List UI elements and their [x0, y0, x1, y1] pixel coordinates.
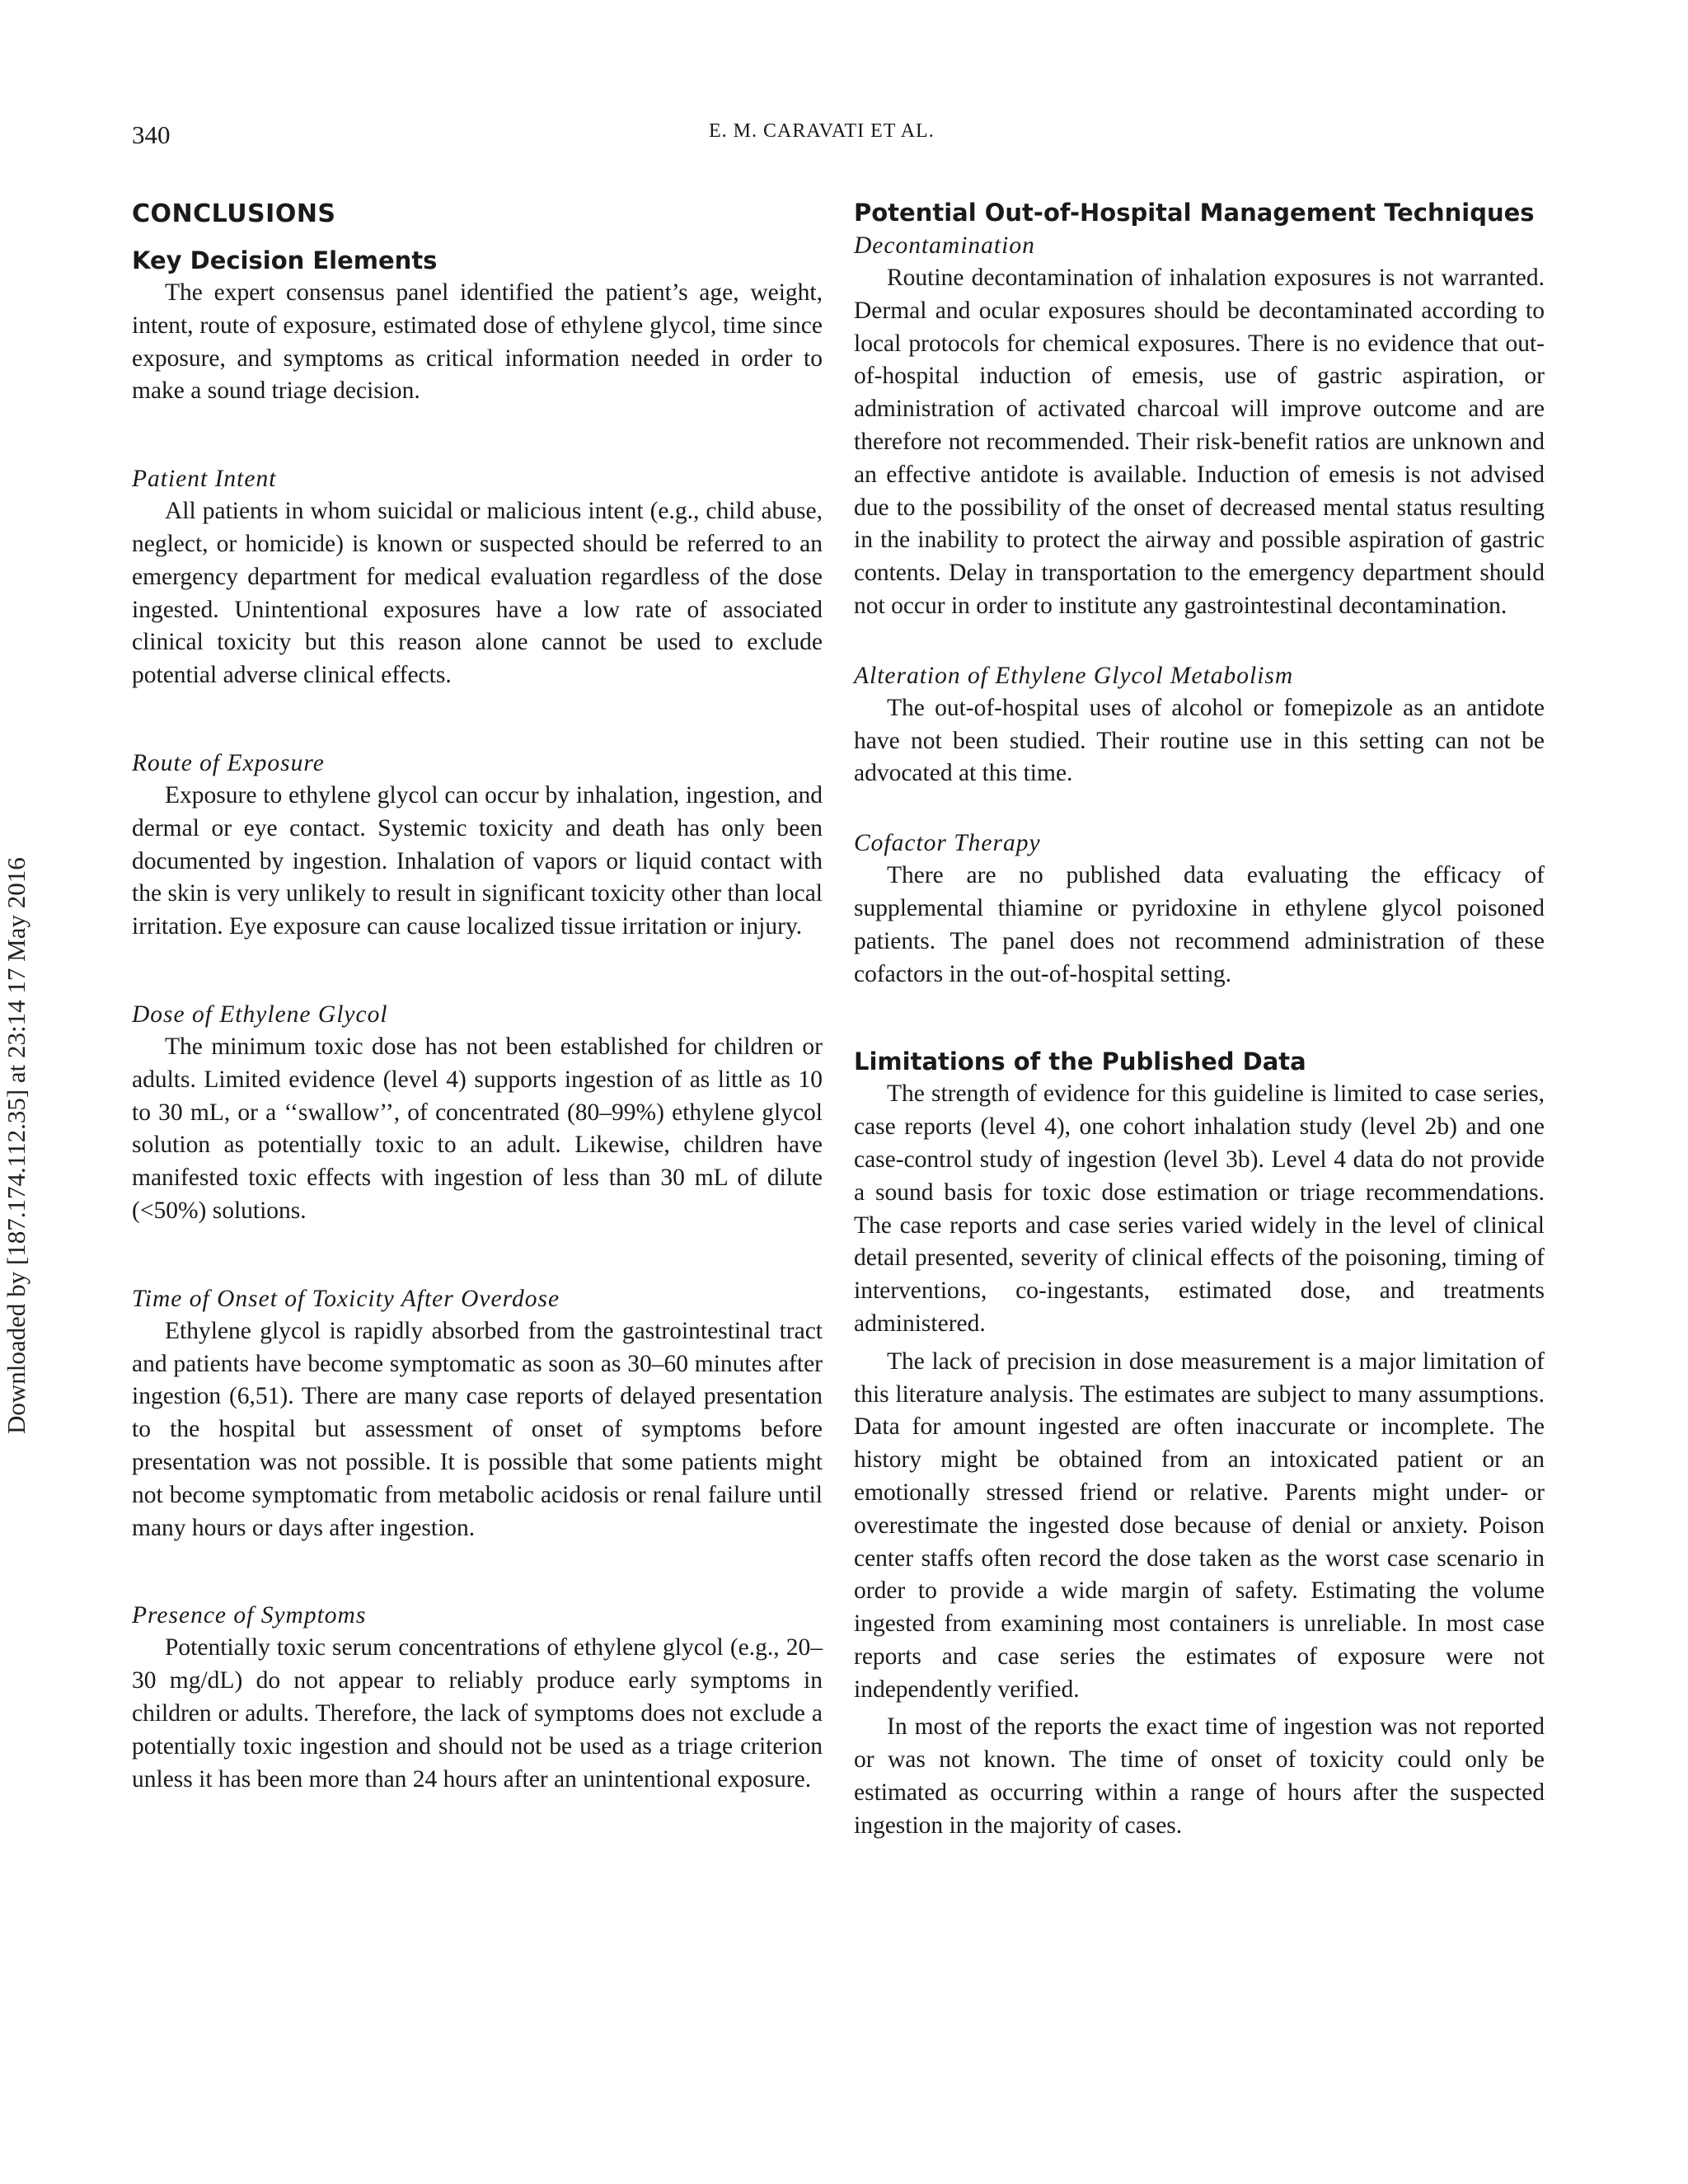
download-note: Downloaded by [187.174.112.35] at 23:14 17 May 2016: [2, 857, 30, 1434]
conclusions-heading: CONCLUSIONS: [132, 199, 336, 228]
cofactor-heading: Cofactor Therapy: [854, 830, 1041, 857]
running-head: E. M. CARAVATI ET AL.: [709, 120, 935, 142]
key-decision-heading: Key Decision Elements: [132, 246, 438, 274]
patient-intent-paragraph: All patients in whom suicidal or malicious intent (e.g., child abuse, neglect, or homicide) is known or suspected should be referred to an emergency department for medical evaluation regardless of the dose ingested. Unintentional exposures have a low rate of associated clinical toxicity but this reason alone cannot be used to exclude potential adverse clinical effects.: [132, 498, 823, 689]
alteration-paragraph: The out-of-hospital uses of alcohol or fomepizole as an antidote have not been studied. Their routine use in this setting can not be advocated at this time.: [854, 694, 1545, 787]
decontamination-paragraph: Routine decontamination of inhalation exposures is not warranted. Dermal and ocular exposures should be decontaminated according to local protocols for chemical exposures. There is no evidence that out-of-hospital induction of emesis, use of gastric aspiration, or administration of activated charcoal will improve outcome and are therefore not recommended. Their risk-benefit ratios are unknown and an effective antidote is available. Induction of emesis is not advised due to the possibility of the onset of decreased mental status resulting in the inability to protect the airway and possible aspiration of gastric contents. Delay in transportation to the emergency department should not occur in order to institute any gastrointestinal decontamination.: [854, 265, 1545, 619]
onset-paragraph: Ethylene glycol is rapidly absorbed from the gastrointestinal tract and patients have become symptomatic as soon as 30–60 minutes after ingestion (6,51). There are many case reports of delayed presentation to the hospital but assessment of onset of symptoms before presentation was not possible. It is possible that some patients might not become symptomatic from metabolic acidosis or renal failure until many hours or days after ingestion.: [132, 1317, 823, 1541]
patient-intent-heading: Patient Intent: [132, 466, 277, 493]
decontamination-heading: Decontamination: [854, 232, 1035, 259]
onset-heading: Time of Onset of Toxicity After Overdose: [132, 1285, 560, 1312]
limitations-paragraph-3: In most of the reports the exact time of ingestion was not reported or was not known. The time of onset of toxicity could only be estimated as occurring within a range of hours after the suspected ingestion in the majority of cases.: [854, 1713, 1545, 1839]
symptoms-paragraph: Potentially toxic serum concentrations of ethylene glycol (e.g., 20–30 mg/dL) do not appear to reliably produce early symptoms in children or adults. Therefore, the lack of symptoms does not exclude a potentially toxic ingestion and should not be used as a triage criterion unless it has been more than 24 hours after an unintentional exposure.: [132, 1634, 823, 1793]
cofactor-paragraph: There are no published data evaluating the efficacy of supplemental thiamine or pyridoxine in ethylene glycol poisoned patients. The panel does not recommend administration of these cofactors in the out-of-hospital setting.: [854, 862, 1545, 987]
limitations-heading: Limitations of the Published Data: [854, 1047, 1306, 1076]
management-heading: Potential Out-of-Hospital Management Techniques: [854, 199, 1535, 227]
limitations-paragraph-1: The strength of evidence for this guideline is limited to case series, case reports (level 4), one cohort inhalation study (level 2b) and one case-control study of ingestion (level 3b). Level 4 data do not provide a sound basis for toxic dose estimation or triage recommendations. The case reports and case series varied widely in the level of clinical detail presented, severity of clinical effects of the poisoning, timing of interventions, co-ingestants, estimated dose, and treatments administered.: [854, 1080, 1545, 1337]
left-column: [132, 196, 823, 1796]
route-heading: Route of Exposure: [132, 749, 325, 776]
dose-paragraph: The minimum toxic dose has not been established for children or adults. Limited evidence (level 4) supports ingestion of as little as 10 to 30 mL, or a ‘‘swallow’’, of concentrated (80–99%) ethylene glycol solution as potentially toxic to an adult. Likewise, children have manifested toxic effects with ingestion of less than 30 mL of dilute (<50%) solutions.: [132, 1033, 823, 1224]
alteration-heading: Alteration of Ethylene Glycol Metabolism: [854, 662, 1294, 689]
page-number: 340: [132, 120, 171, 149]
key-decision-paragraph: The expert consensus panel identified the patient’s age, weight, intent, route of exposure, estimated dose of ethylene glycol, time since exposure, and symptoms as critical information needed in order to make a sound triage decision.: [132, 279, 823, 405]
limitations-paragraph-2: The lack of precision in dose measurement is a major limitation of this literature analysis. The estimates are subject to many assumptions. Data for amount ingested are often inaccurate or incomplete. The history might be obtained from an intoxicated patient or an emotionally stressed friend or relative. Parents might under- or overestimate the ingested dose because of denial or anxiety. Poison center staffs often record the dose taken as the worst case scenario in order to provide a wide margin of safety. Estimating the volume ingested from examining most containers is unreliable. In most case reports and case series the estimates of exposure were not independently verified.: [854, 1347, 1545, 1703]
route-paragraph: Exposure to ethylene glycol can occur by inhalation, ingestion, and dermal or eye contact. Systemic toxicity and death has only been documented by ingestion. Inhalation of vapors or liquid contact with the skin is very unlikely to result in significant toxicity other than local irritation. Eye exposure can cause localized tissue irritation or injury.: [132, 781, 823, 940]
symptoms-heading: Presence of Symptoms: [132, 1602, 367, 1629]
dose-heading: Dose of Ethylene Glycol: [132, 1001, 388, 1028]
right-column: [854, 196, 1545, 1843]
